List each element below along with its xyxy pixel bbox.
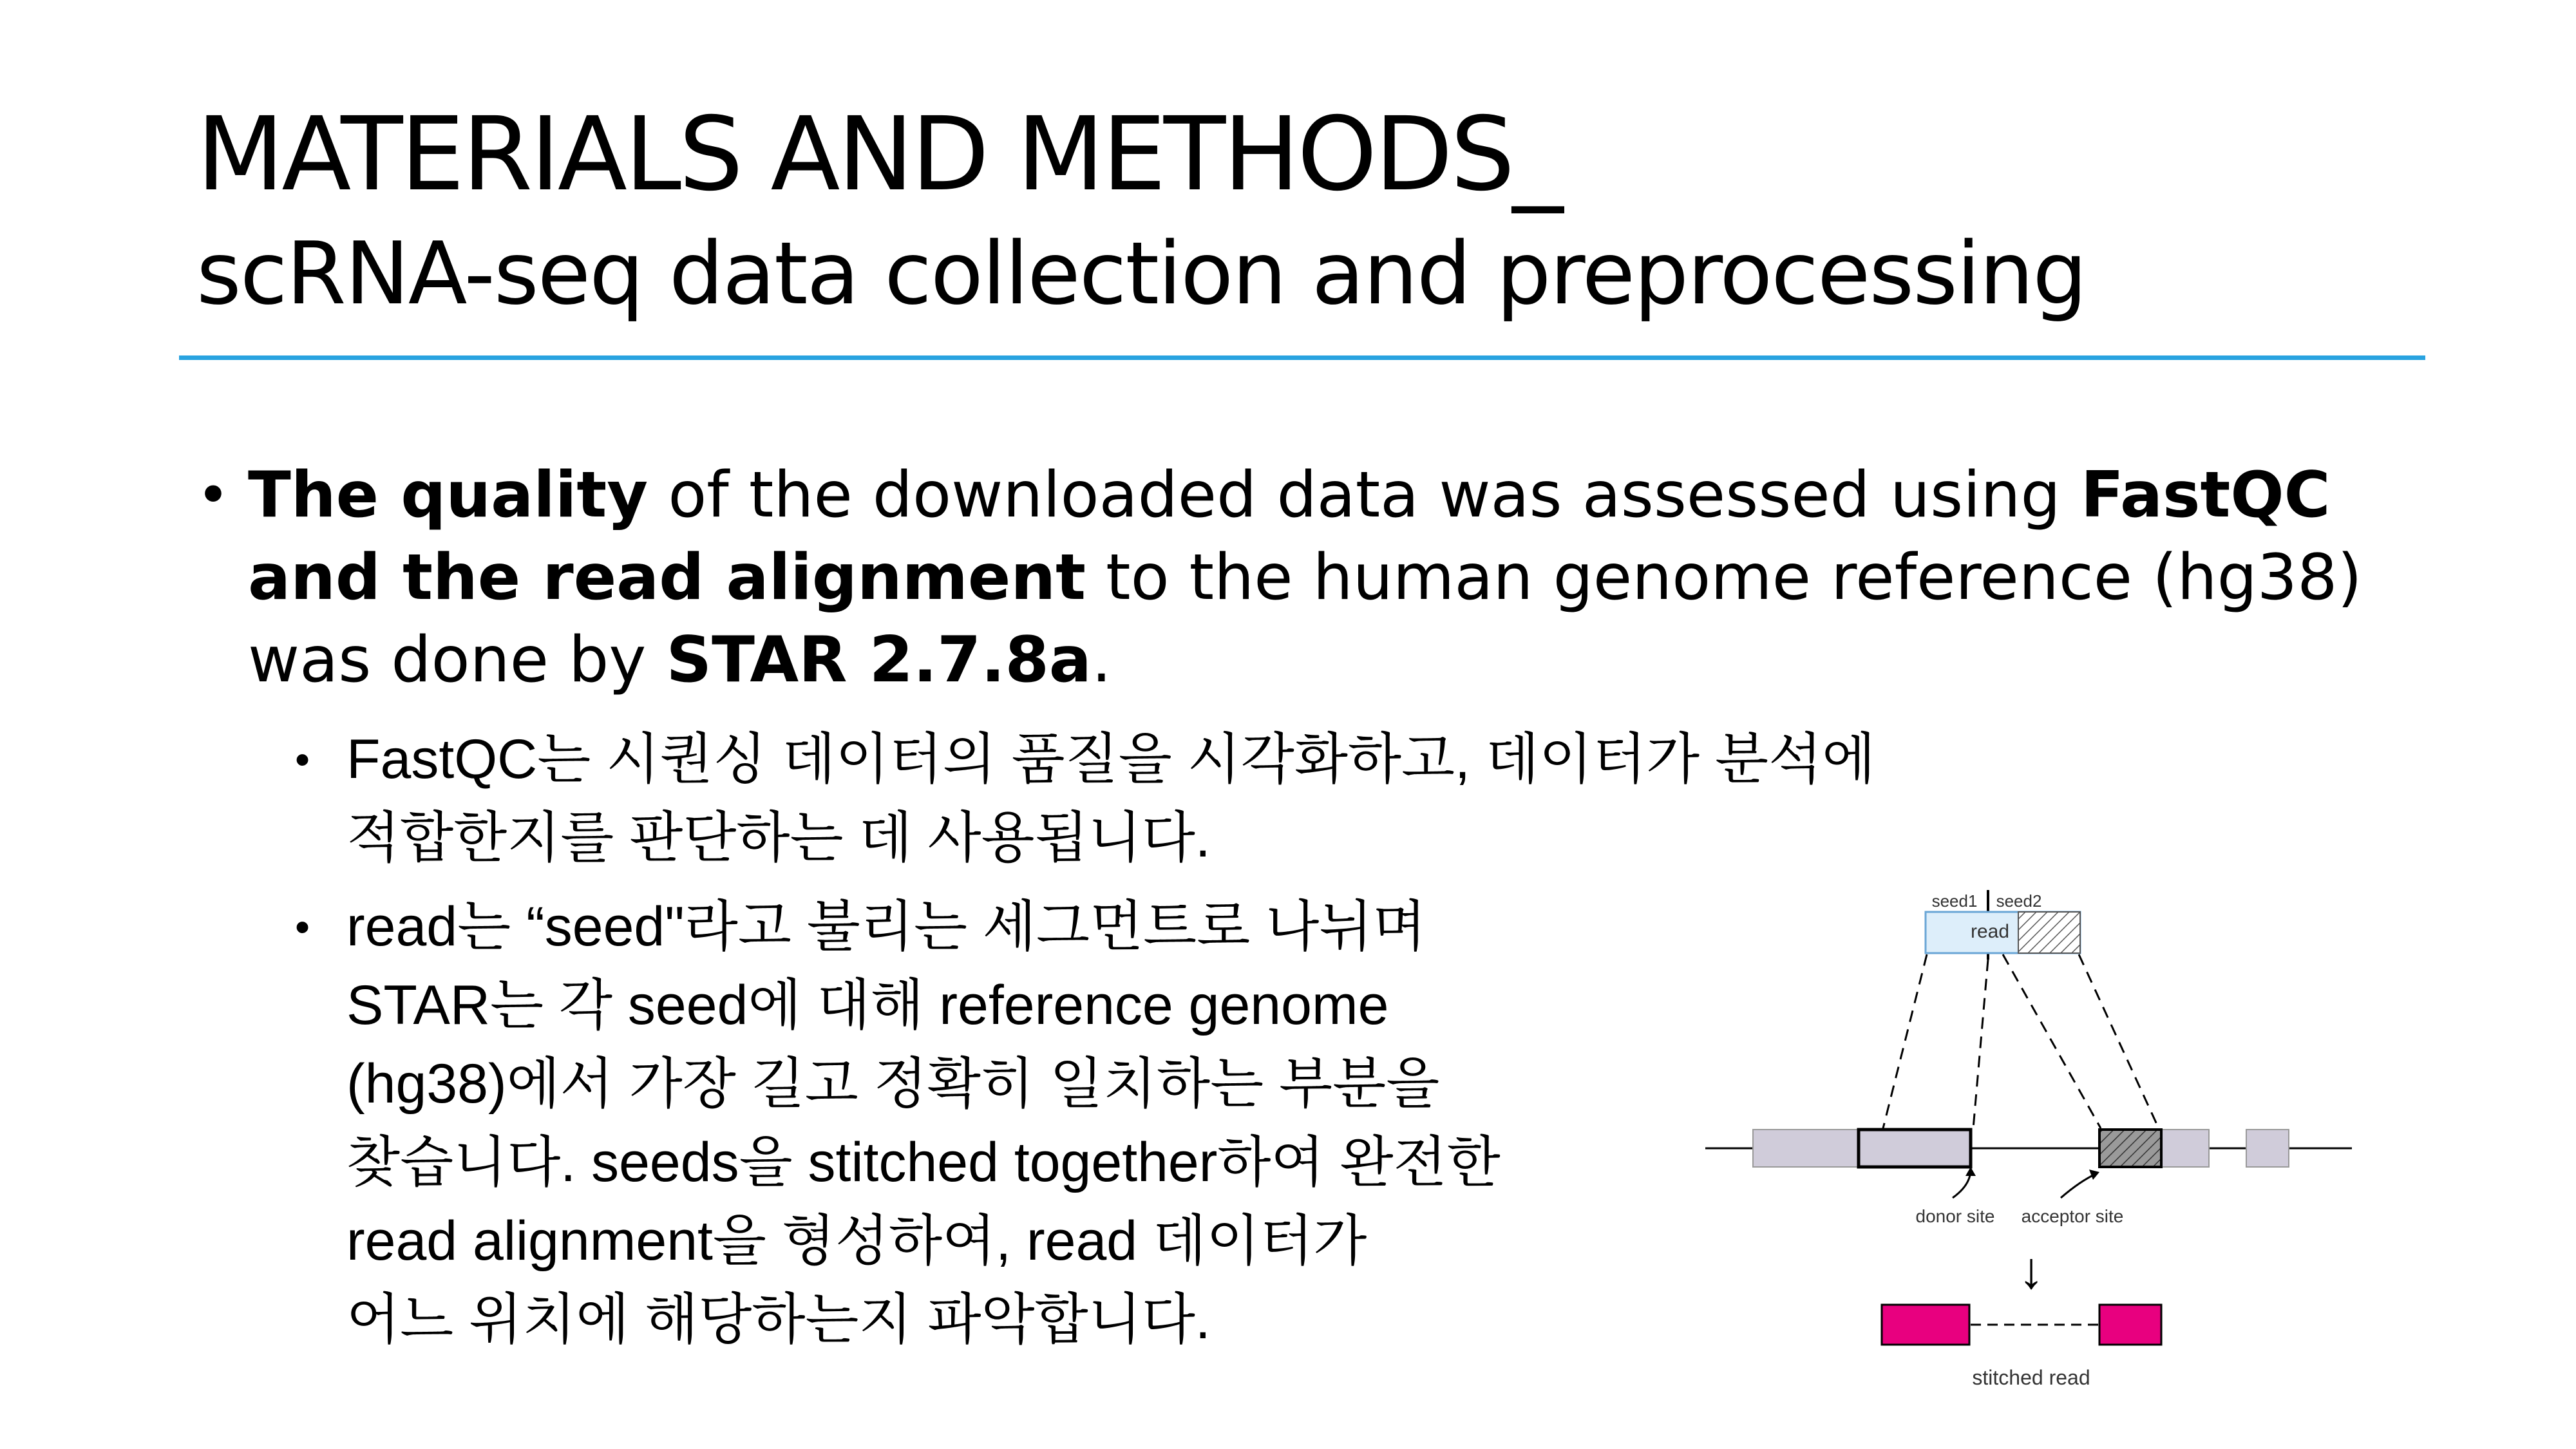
- sub-bullet-line: 찾습니다. seeds을 stitched together하여 완전한: [346, 1132, 1501, 1193]
- acceptor-arrow-icon: [2061, 1173, 2097, 1198]
- bold-phrase: The quality: [248, 459, 649, 532]
- sub-bullet-line: 어느 위치에 해당하는지 파악합니다.: [346, 1289, 1211, 1350]
- exon-box: [2246, 1130, 2289, 1167]
- stitched-left-segment: [1882, 1305, 1969, 1345]
- text-phrase: to the human genome reference (hg38): [1086, 541, 2362, 614]
- main-bullet-text: [248, 454, 2412, 701]
- bold-phrase: FastQC: [2080, 459, 2331, 532]
- star-alignment-diagram: [1700, 876, 2357, 1404]
- sub-bullet-line: read alignment을 형성하여, read 데이터가: [346, 1210, 1367, 1272]
- text-phrase: .: [1091, 623, 1112, 697]
- sub-bullet-line: read는 “seed"라고 불리는 세그먼트로 나뉘며: [346, 896, 1426, 958]
- bold-phrase: STAR 2.7.8a: [666, 623, 1092, 697]
- bullet-dot-icon: •: [295, 735, 310, 783]
- seed2-label: seed2: [1996, 891, 2042, 911]
- read-label: read: [1970, 921, 2010, 942]
- alignment-guides: [1883, 954, 2159, 1128]
- sub-bullet-line: FastQC는 시퀀싱 데이터의 품질을 시각화하고, 데이터가 분석에: [346, 728, 1876, 790]
- stitched-read-label: stitched read: [1972, 1366, 2090, 1389]
- stitched-right-segment: [2099, 1305, 2161, 1345]
- slide-title: MATERIALS AND METHODS_: [196, 95, 1561, 214]
- title-divider: [179, 355, 2425, 360]
- main-bullet-line-2: [248, 536, 2412, 619]
- sub-bullet-line: STAR는 각 seed에 대해 reference genome: [346, 974, 1389, 1036]
- sub-bullet-line: 적합한지를 판단하는 데 사용됩니다.: [346, 807, 1211, 869]
- sub-bullet-line: (hg38)에서 가장 길고 정확히 일치하는 부분을: [346, 1053, 1440, 1115]
- bullet-dot-icon: •: [196, 462, 230, 528]
- sub-bullet-text: [346, 887, 1501, 1359]
- down-arrow-icon: ↓: [2018, 1242, 2044, 1299]
- read-seed2-hatch: [2018, 912, 2080, 953]
- donor-exon-match: [1859, 1130, 1971, 1167]
- sub-bullet-text: [346, 720, 1875, 877]
- text-phrase: of the downloaded data was assessed using: [648, 459, 2081, 532]
- seed1-label: seed1: [1931, 891, 1978, 911]
- donor-site-label: donor site: [1915, 1206, 1995, 1226]
- acceptor-site-label: acceptor site: [2021, 1206, 2124, 1226]
- text-phrase: was done by: [248, 623, 667, 697]
- main-bullet-line-3: [248, 619, 2412, 701]
- acceptor-exon-match: [2099, 1130, 2161, 1167]
- slide-subtitle: scRNA-seq data collection and preprocessing: [196, 223, 2087, 324]
- bold-phrase: and the read alignment: [248, 541, 1086, 614]
- main-bullet-line-1: [248, 454, 2412, 536]
- bullet-dot-icon: •: [295, 903, 310, 951]
